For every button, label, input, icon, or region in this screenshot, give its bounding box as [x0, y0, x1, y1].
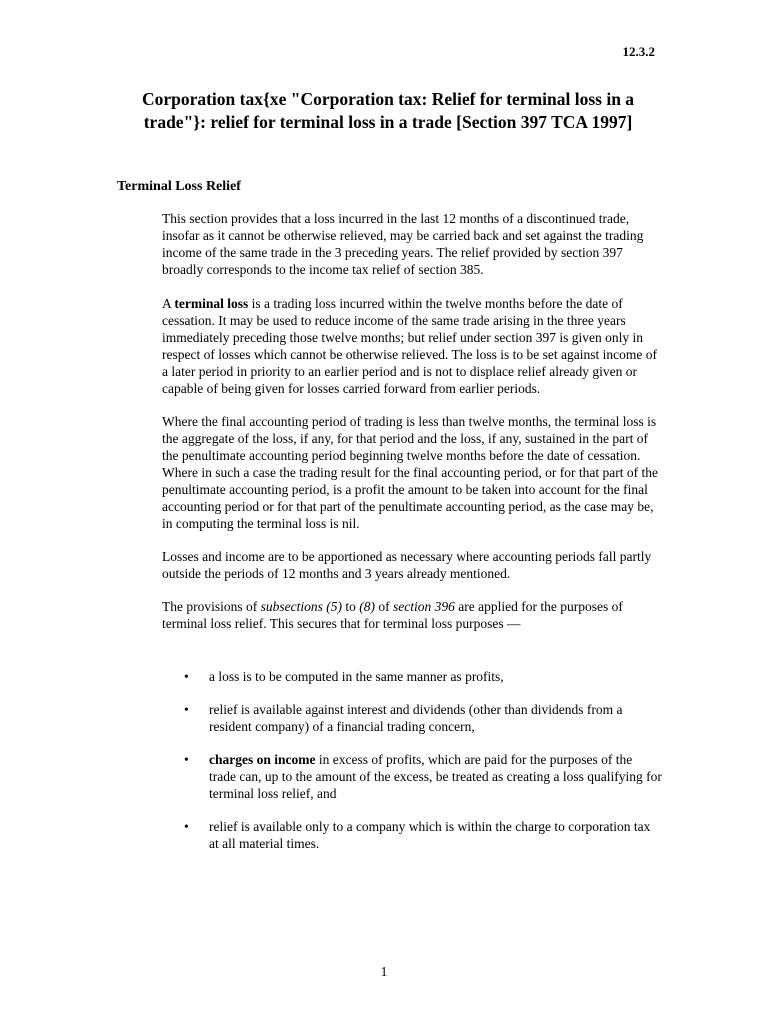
paragraph-text: to	[342, 599, 360, 614]
paragraph-intro: This section provides that a loss incurred in the last 12 months of a discontinued trade, insofar as it cannot be otherwise relieved, may be carried back and set against the trading income of the same trade in the 3 preceding years. The relief provided by section 397 broadly corresponds to the income tax relief of section 385.	[162, 211, 644, 277]
bullet-icon: •	[184, 752, 189, 767]
list-item-text: a loss is to be computed in the same manner as profits,	[209, 669, 504, 684]
list-item	[162, 751, 662, 802]
list-item	[162, 701, 662, 735]
terminal-loss-bullet-list	[162, 668, 662, 852]
subsection-reference: (8)	[359, 599, 376, 614]
page-number: 1	[380, 964, 388, 979]
subsection-reference: subsections (5)	[260, 599, 342, 614]
defined-term: charges on income	[209, 752, 316, 767]
list-item-text: relief is available only to a company which is within the charge to corporation tax at all material times.	[209, 819, 651, 851]
list-item-text: relief is available against interest and dividends (other than dividends from a resident company) of a financial trading concern,	[209, 702, 623, 734]
paragraph-text: is a trading loss incurred within the twelve months before the date of cessation. It may be used to reduce income of the same trade arising in the three years immediately preceding those twelve months; but relief under section 397 is given only in respect of losses which cannot be otherwise relieved. The loss is to be set against income of a later period in priority to an earlier period and is not to displace relief already given or capable of being given for losses carried forward from earlier periods.	[162, 296, 657, 396]
paragraph-text: are applied for the purposes of terminal loss relief. This secures that for terminal loss purposes —	[162, 599, 623, 631]
bullet-icon: •	[184, 702, 189, 717]
document-body	[162, 210, 662, 868]
defined-term: terminal loss	[174, 296, 249, 311]
paragraph-apportionment: Losses and income are to be apportioned as necessary where accounting periods fall partly outside the periods of 12 months and 3 years already mentioned.	[162, 549, 652, 581]
paragraph-terminal-loss-definition	[162, 295, 662, 397]
list-item	[162, 668, 662, 685]
section-heading: Terminal Loss Relief	[117, 179, 241, 194]
document-reference-number: 12.3.2	[622, 44, 655, 59]
bullet-icon: •	[184, 819, 189, 834]
list-item	[162, 818, 662, 852]
bullet-icon: •	[184, 669, 189, 684]
paragraph-text: The provisions of	[162, 599, 261, 614]
section-reference: section 396	[393, 599, 455, 614]
paragraph-final-accounting-period: Where the final accounting period of trading is less than twelve months, the terminal loss is the aggregate of the loss, if any, for that period and the loss, if any, sustained in the part of the penultimate accounting period beginning twelve months before the date of cessation. Where in such a case the trading result for the final accounting period, or for that part of the penultimate accounting period, is a profit the amount to be taken into account for the final accounting period or for that part of the penultimate accounting period, as the case may be, in computing the terminal loss is nil.	[162, 414, 658, 531]
page-title: Corporation tax{xe "Corporation tax: Relief for terminal loss in a trade"}: relief for terminal loss in a trade [Section 397 TCA 1997]	[141, 89, 635, 132]
paragraph-provisions	[162, 598, 662, 632]
list-item-text: in excess of profits, which are paid for the purposes of the trade can, up to the amount of the excess, be treated as creating a loss qualifying for terminal loss relief, and	[209, 752, 662, 801]
paragraph-text: A	[162, 296, 175, 311]
paragraph-text: of	[375, 599, 394, 614]
